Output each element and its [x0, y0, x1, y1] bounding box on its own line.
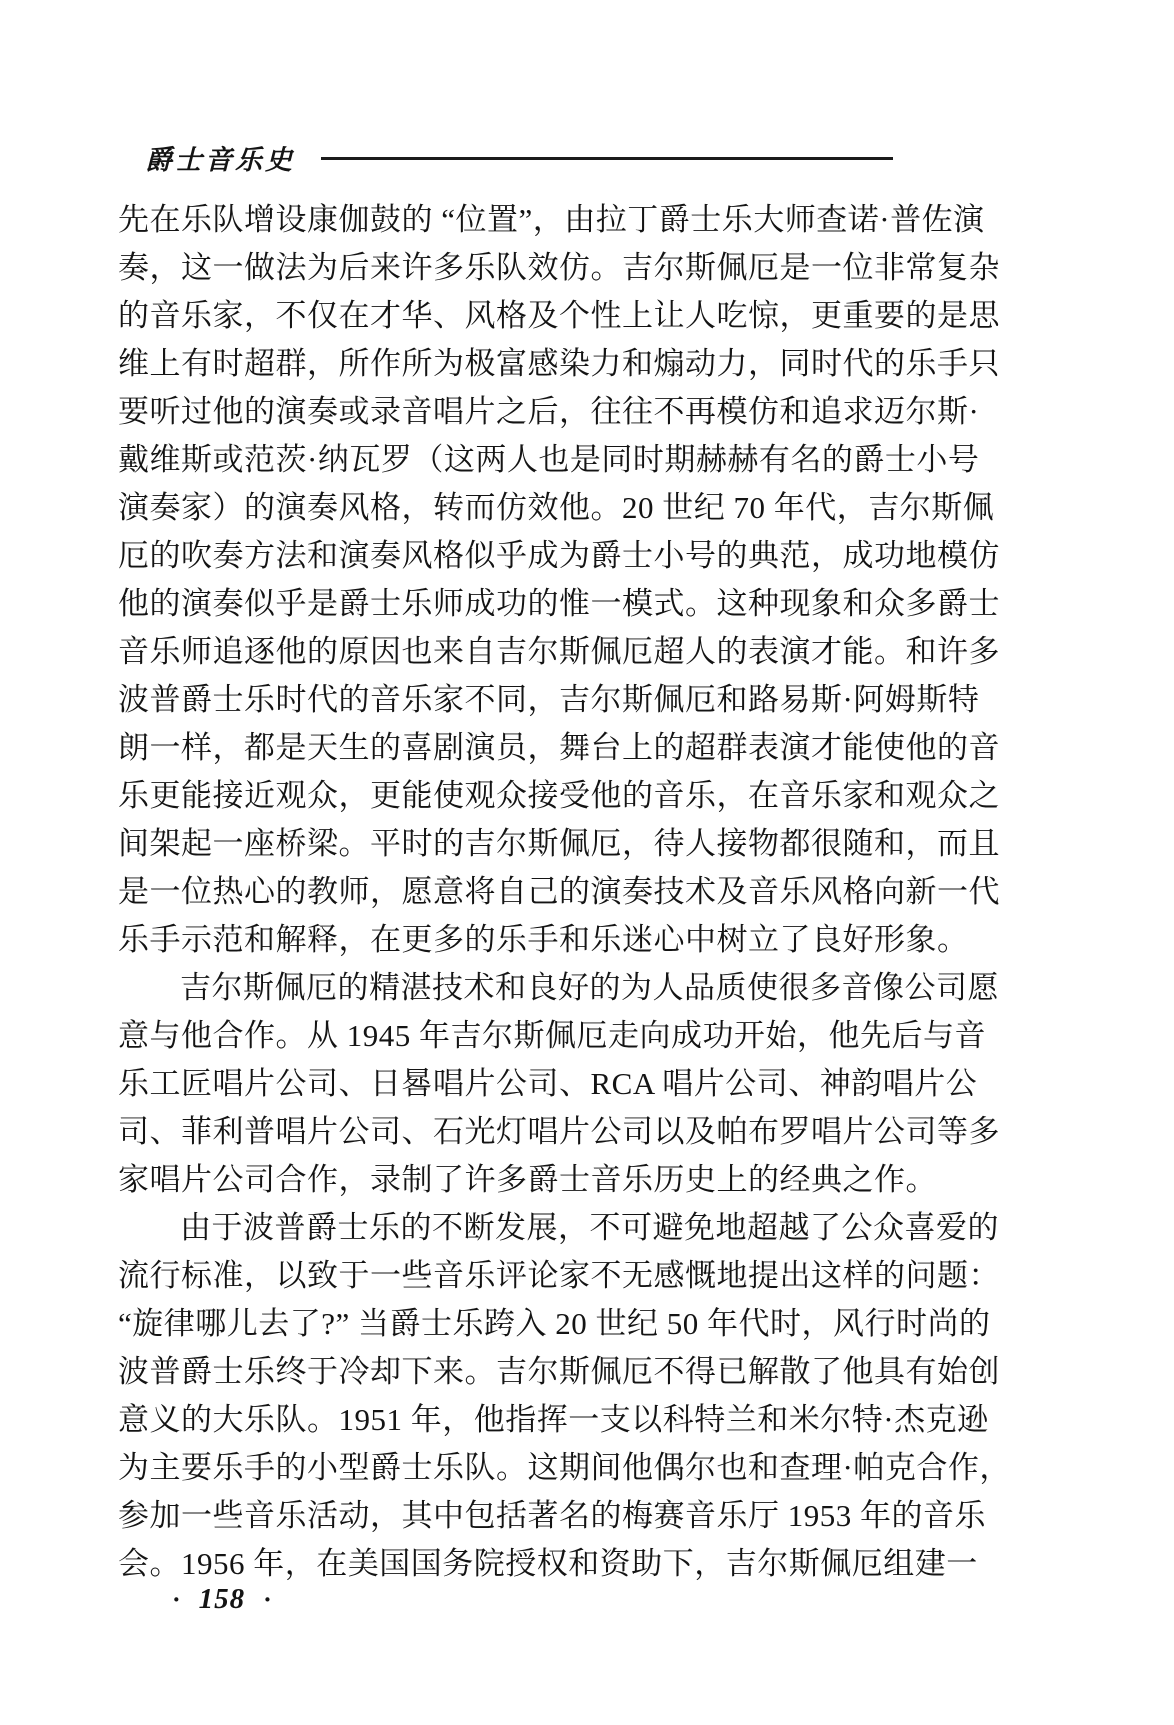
body-text-line: 由于波普爵士乐的不断发展，不可避免地超越了公众喜爱的 [180, 1210, 999, 1245]
body-text-line: 意与他合作。从 1945 年吉尔斯佩厄走向成功开始，他先后与音 [118, 1018, 986, 1053]
body-text-line: 厄的吹奏方法和演奏风格似乎成为爵士小号的典范，成功地模仿 [118, 538, 1000, 573]
page-footer [172, 1583, 272, 1616]
header-rule [321, 157, 893, 160]
body-text-line: 间架起一座桥梁。平时的吉尔斯佩厄，待人接物都很随和，而且 [118, 826, 1000, 861]
running-header-title: 爵士音乐史 [145, 145, 295, 175]
body-text-line: 奏，这一做法为后来许多乐队效仿。吉尔斯佩厄是一位非常复杂 [118, 250, 1000, 285]
body-text-line: 家唱片公司合作，录制了许多爵士音乐历史上的经典之作。 [118, 1162, 937, 1197]
body-text-line: 是一位热心的教师，愿意将自己的演奏技术及音乐风格向新一代 [118, 874, 1000, 909]
body-text-line: 演奏家）的演奏风格，转而仿效他。20 世纪 70 年代，吉尔斯佩 [118, 490, 995, 525]
body-text-line: 朗一样，都是天生的喜剧演员，舞台上的超群表演才能使他的音 [118, 730, 1000, 765]
body-text [118, 196, 1011, 1588]
body-text-line: 乐更能接近观众，更能使观众接受他的音乐，在音乐家和观众之 [118, 778, 1000, 813]
running-header [145, 138, 893, 177]
footer-right-dot: · [263, 1584, 272, 1614]
body-text-line: 要听过他的演奏或录音唱片之后，往往不再模仿和追求迈尔斯· [118, 394, 980, 429]
body-text-line: 会。1956 年，在美国国务院授权和资助下，吉尔斯佩厄组建一 [118, 1546, 978, 1581]
body-text-line: 乐工匠唱片公司、日晷唱片公司、RCA 唱片公司、神韵唱片公 [118, 1066, 978, 1101]
body-text-line: 为主要乐手的小型爵士乐队。这期间他偶尔也和查理·帕克合作， [118, 1450, 1011, 1485]
body-text-line: 维上有时超群，所作所为极富感染力和煽动力，同时代的乐手只 [118, 346, 1000, 381]
page-number: 158 [198, 1583, 246, 1615]
body-text-line: 波普爵士乐时代的音乐家不同，吉尔斯佩厄和路易斯·阿姆斯特 [118, 682, 980, 717]
body-text-line: 流行标准，以致于一些音乐评论家不无感慨地提出这样的问题： [118, 1258, 1000, 1293]
body-text-line: 司、菲利普唱片公司、石光灯唱片公司以及帕布罗唱片公司等多 [118, 1114, 1000, 1149]
body-text-line: “旋律哪儿去了?” 当爵士乐跨入 20 世纪 50 年代时，风行时尚的 [118, 1306, 991, 1341]
body-text-line: 参加一些音乐活动，其中包括著名的梅赛音乐厅 1953 年的音乐 [118, 1498, 986, 1533]
body-text-line: 先在乐队增设康伽鼓的 “位置”，由拉丁爵士乐大师查诺·普佐演 [118, 202, 985, 237]
body-text-line: 意义的大乐队。1951 年，他指挥一支以科特兰和米尔特·杰克逊 [118, 1402, 989, 1437]
body-text-line: 乐手示范和解释，在更多的乐手和乐迷心中树立了良好形象。 [118, 922, 969, 957]
body-text-line: 他的演奏似乎是爵士乐师成功的惟一模式。这种现象和众多爵士 [118, 586, 1000, 621]
body-text-line: 波普爵士乐终于冷却下来。吉尔斯佩厄不得已解散了他具有始创 [118, 1354, 1000, 1389]
body-text-line: 吉尔斯佩厄的精湛技术和良好的为人品质使很多音像公司愿 [180, 970, 999, 1005]
body-text-line: 戴维斯或范茨·纳瓦罗（这两人也是同时期赫赫有名的爵士小号 [118, 442, 980, 477]
body-text-line: 的音乐家，不仅在才华、风格及个性上让人吃惊，更重要的是思 [118, 298, 1000, 333]
body-text-line: 音乐师追逐他的原因也来自吉尔斯佩厄超人的表演才能。和许多 [118, 634, 1000, 669]
footer-left-dot: · [172, 1584, 181, 1614]
